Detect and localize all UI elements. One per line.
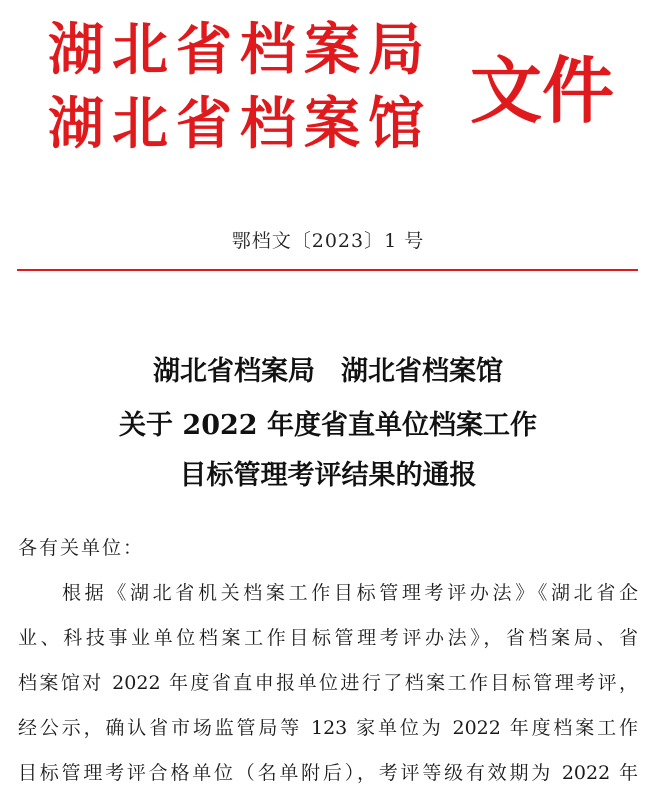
- document-number: 鄂档文〔2023〕1 号: [231, 230, 425, 252]
- body-line-1: 根据《湖北省机关档案工作目标管理考评办法》《湖北省企: [62, 582, 638, 604]
- red-separator-line: [17, 269, 638, 271]
- issuer-name-2: 湖北省档案馆: [48, 92, 432, 157]
- title-line-1: [0, 350, 656, 394]
- header-suffix: 文件: [470, 49, 615, 133]
- body-line-3: 档案馆对 2022 年度省直申报单位进行了档案工作目标管理考评，: [18, 672, 638, 694]
- title-issuer-1: 湖北省档案局: [153, 356, 315, 387]
- title-issuer-2: 湖北省档案馆: [341, 356, 503, 387]
- red-header: [0, 0, 656, 170]
- title-line-3: 目标管理考评结果的通报: [179, 460, 477, 491]
- body-line-4: 经公示，确认省市场监管局等 123 家单位为 2022 年度档案工作: [18, 717, 638, 739]
- body-line-5: 目标管理考评合格单位（名单附后），考评等级有效期为 2022 年: [18, 762, 638, 784]
- issuer-name-1: 湖北省档案局: [48, 18, 432, 83]
- body-line-2: 业、科技事业单位档案工作目标管理考评办法》，省档案局、省: [18, 627, 638, 649]
- salutation: 各有关单位：: [18, 537, 145, 559]
- title-line-2: 关于 2022 年度省直单位档案工作: [119, 410, 537, 441]
